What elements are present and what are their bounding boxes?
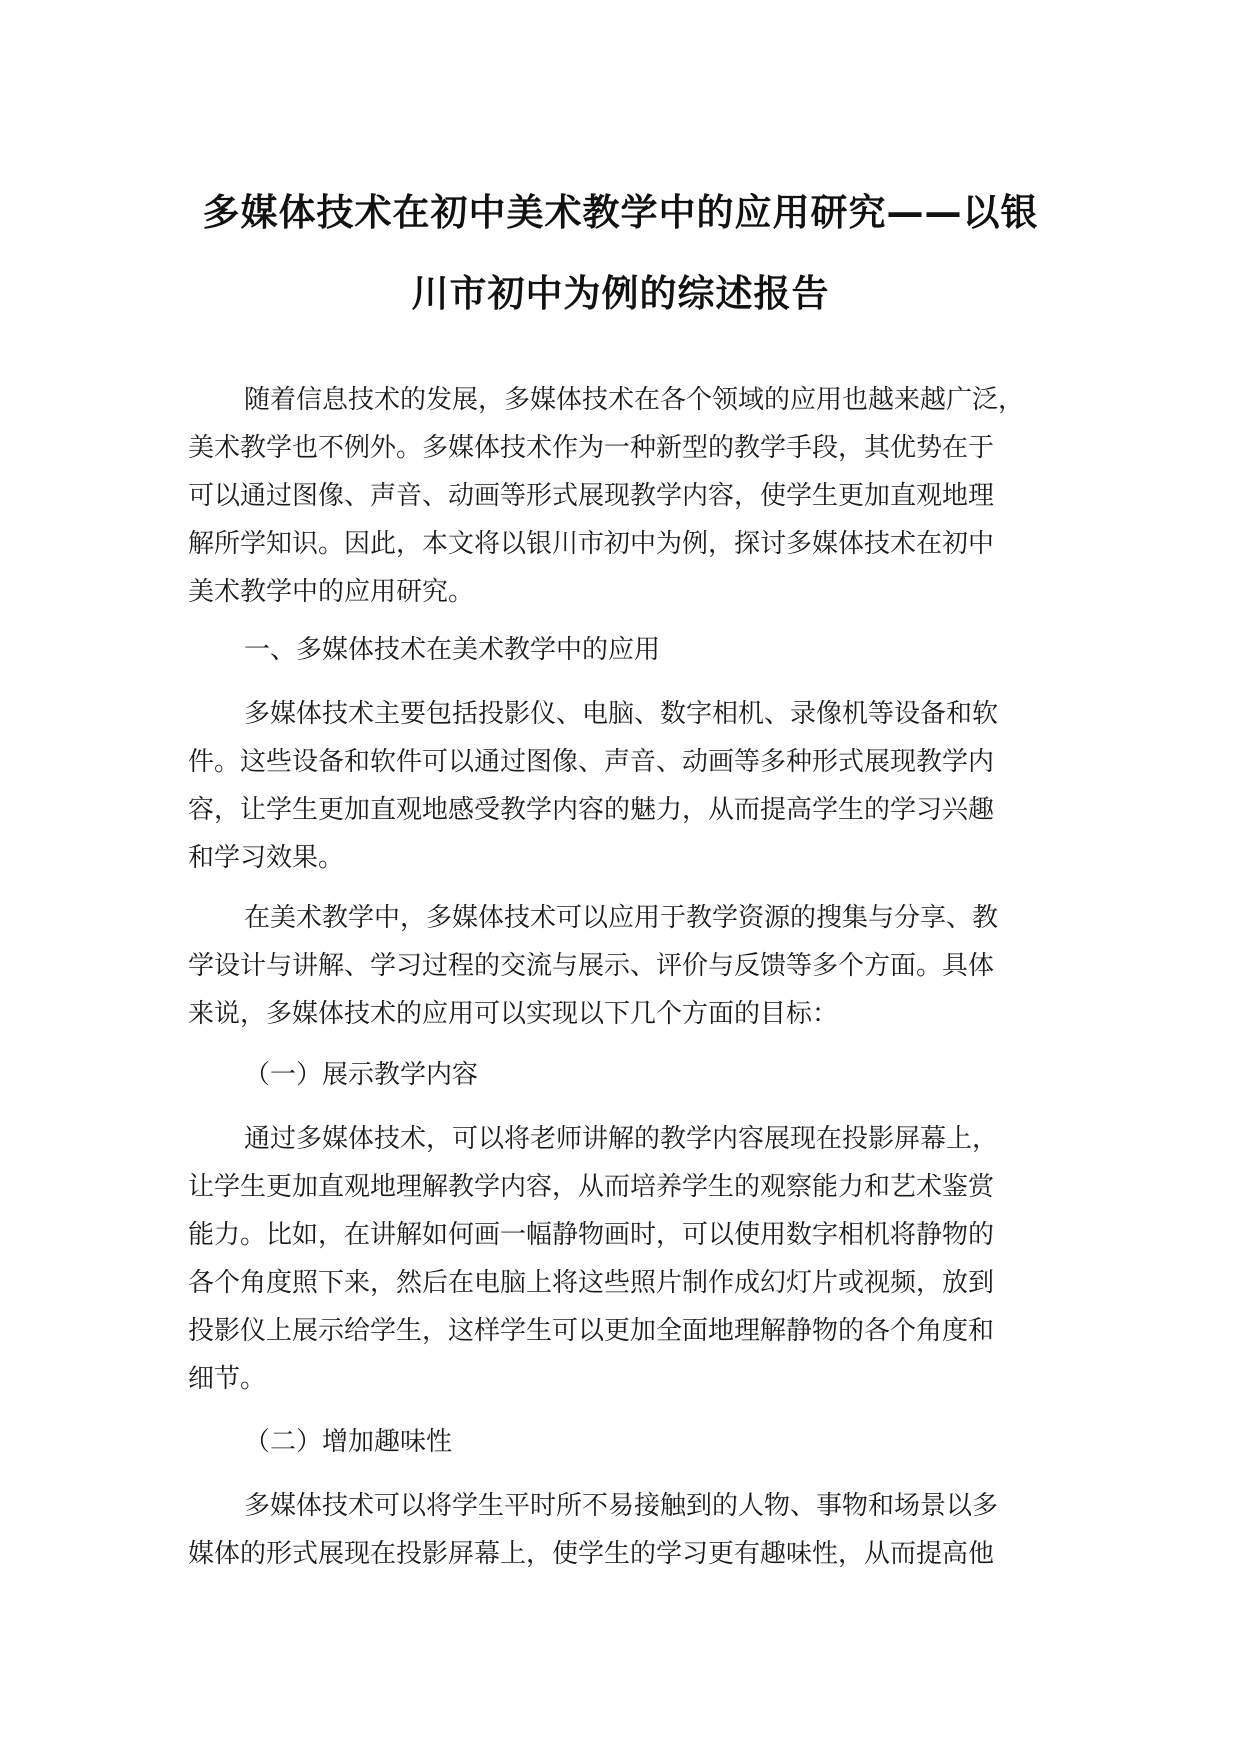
section-heading [188,626,1078,674]
paragraph-line: 能力。比如，在讲解如何画一幅静物画时，可以使用数字相机将静物的 [188,1220,995,1250]
paragraph-line: 解所学知识。因此，本文将以银川市初中为例，探讨多媒体技术在初中 [188,529,995,559]
paragraph-line: 随着信息技术的发展，多媒体技术在各个领域的应用也越来越广泛， [244,385,1025,415]
paragraph-line: 学设计与讲解、学习过程的交流与展示、评价与反馈等多个方面。具体 [188,951,995,981]
paragraph-line: 投影仪上展示给学生，这样学生可以更加全面地理解静物的各个角度和 [188,1316,995,1346]
paragraph-line: 容，让学生更加直观地感受教学内容的魅力，从而提高学生的学习兴趣 [188,795,995,825]
paragraph-line: 可以通过图像、声音、动画等形式展现教学内容，使学生更加直观地理 [188,481,995,511]
paragraph-line: 通过多媒体技术，可以将老师讲解的教学内容展现在投影屏幕上， [244,1124,999,1154]
subsection-heading-text: （一）展示教学内容 [244,1060,479,1090]
subsection-heading-text: （二）增加趣味性 [244,1427,453,1457]
subsection-heading [188,1051,1078,1099]
paragraph-line: 多媒体技术主要包括投影仪、电脑、数字相机、录像机等设备和软 [244,699,999,729]
paragraph-line: 让学生更加直观地理解教学内容，从而培养学生的观察能力和艺术鉴赏 [188,1172,995,1202]
paragraph-line: 媒体的形式展现在投影屏幕上，使学生的学习更有趣味性，从而提高他 [188,1539,995,1569]
paragraph-line: 美术教学也不例外。多媒体技术作为一种新型的教学手段，其优势在于 [188,433,995,463]
intro-paragraph [188,376,1078,616]
paragraph-line: 件。这些设备和软件可以通过图像、声音、动画等多种形式展现教学内 [188,747,995,777]
subsection-heading [188,1418,1078,1466]
document-title-line-2: 川市初中为例的综述报告 [411,272,830,315]
section-heading-text: 一、多媒体技术在美术教学中的应用 [244,635,661,665]
section1-paragraph-1 [188,690,1078,882]
paragraph-line: 来说，多媒体技术的应用可以实现以下几个方面的目标： [188,999,839,1029]
section1-paragraph-2 [188,894,1078,1038]
paragraph-line: 细节。 [188,1364,267,1394]
paragraph-line: 多媒体技术可以将学生平时所不易接触到的人物、事物和场景以多 [244,1491,999,1521]
subsection1-paragraph [188,1115,1078,1403]
paragraph-line: 和学习效果。 [188,843,345,873]
paragraph-line: 在美术教学中，多媒体技术可以应用于教学资源的搜集与分享、教 [244,903,999,933]
paragraph-line: 美术教学中的应用研究。 [188,577,475,607]
document-title-line-1: 多媒体技术在初中美术教学中的应用研究——以银 [202,191,1039,234]
paragraph-line: 各个角度照下来，然后在电脑上将这些照片制作成幻灯片或视频，放到 [188,1268,995,1298]
subsection2-paragraph [188,1482,1078,1578]
